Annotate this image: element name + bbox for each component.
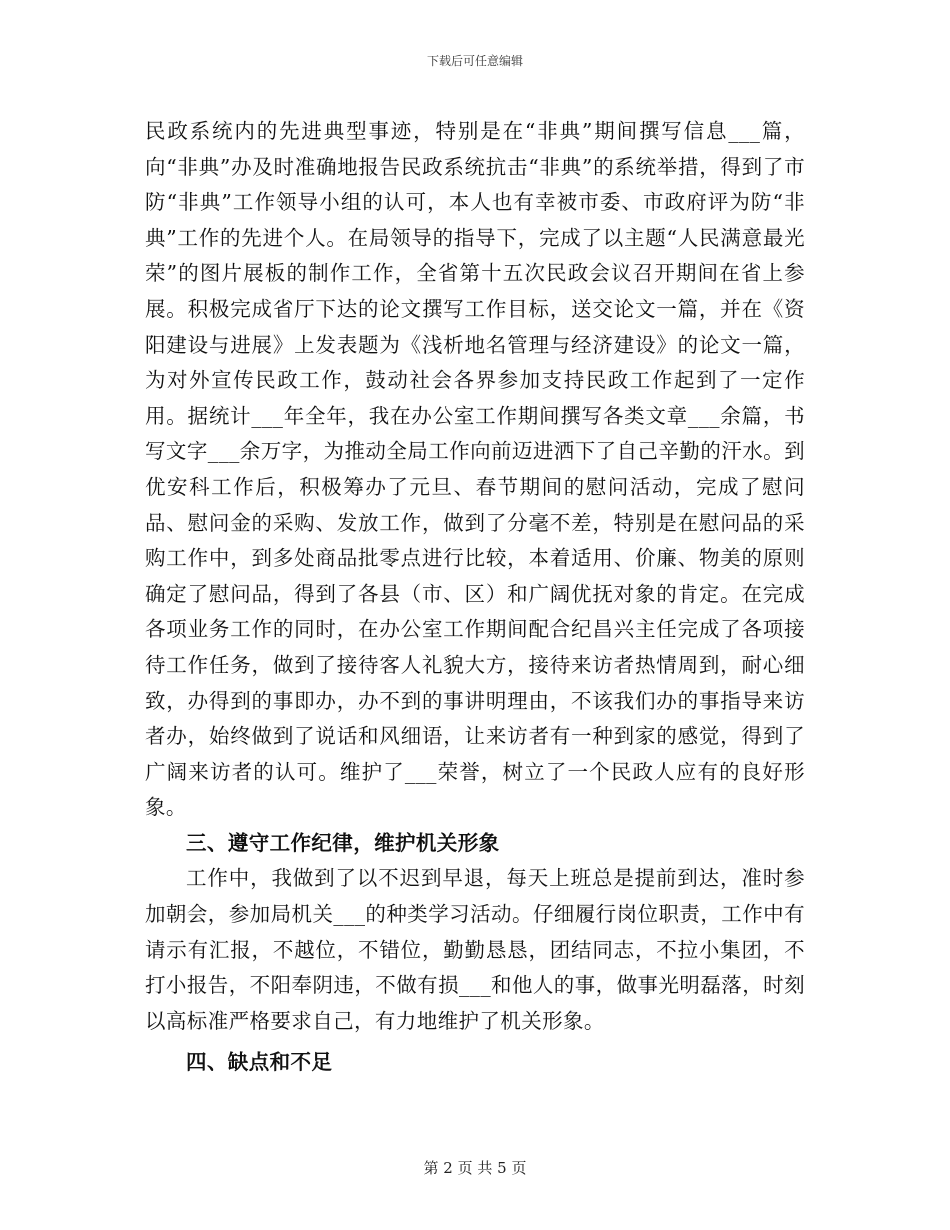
section-heading: 三、遵守工作纪律，维护机关形象 bbox=[186, 830, 500, 855]
document-body bbox=[145, 114, 805, 1081]
section-heading: 四、缺点和不足 bbox=[186, 1050, 333, 1075]
body-paragraph: 工作中，我做到了以不迟到早退，每天上班总是提前到达，准时参加朝会，参加局机关___的种类学习活动。仔细履行岗位职责，工作中有请示有汇报，不越位，不错位，勤勤恳恳，团结同志，不拉小集团，不打小报告，不阳奉阴违，不做有损___和他人的事，做事光明磊落，时刻以高标准严格要求自己，有力地维护了机关形象。 bbox=[145, 866, 805, 1033]
body-paragraph: 民政系统内的先进典型事迹，特别是在“非典”期间撰写信息___篇，向“非典”办及时准确地报告民政系统抗击“非典”的系统举措，得到了市防“非典”工作领导小组的认可，本人也有幸被市委、市政府评为防“非典”工作的先进个人。在局领导的指导下，完成了以主题“人民满意最光荣”的图片展板的制作工作，全省第十五次民政会议召开期间在省上参展。积极完成省厅下达的论文撰写工作目标，送交论文一篇，并在《资阳建设与进展》上发表题为《浅析地名管理与经济建设》的论文一篇，为对外宣传民政工作，鼓动社会各界参加支持民政工作起到了一定作用。据统计___年全年，我在办公室工作期间撰写各类文章___余篇，书写文字___余万字，为推动全局工作向前迈进洒下了自己辛勤的汗水。到优安科工作后，积极筹办了元旦、春节期间的慰问活动，完成了慰问品、慰问金的采购、发放工作，做到了分毫不差，特别是在慰问品的采购工作中，到多处商品批零点进行比较，本着适用、价廉、物美的原则确定了慰问品，得到了各县（市、区）和广阔优抚对象的肯定。在完成各项业务工作的同时，在办公室工作期间配合纪昌兴主任完成了各项接待工作任务，做到了接待客人礼貌大方，接待来访者热情周到，耐心细致，办得到的事即办，办不到的事讲明理由，不该我们办的事指导来访者办，始终做到了说话和风细语，让来访者有一种到家的感觉，得到了广阔来访者的认可。维护了___荣誉，树立了一个民政人应有的良好形象。 bbox=[145, 119, 805, 820]
page-header: 下载后可任意编辑 bbox=[426, 54, 523, 68]
page-footer: 第 2 页 共 5 页 bbox=[423, 1159, 527, 1177]
